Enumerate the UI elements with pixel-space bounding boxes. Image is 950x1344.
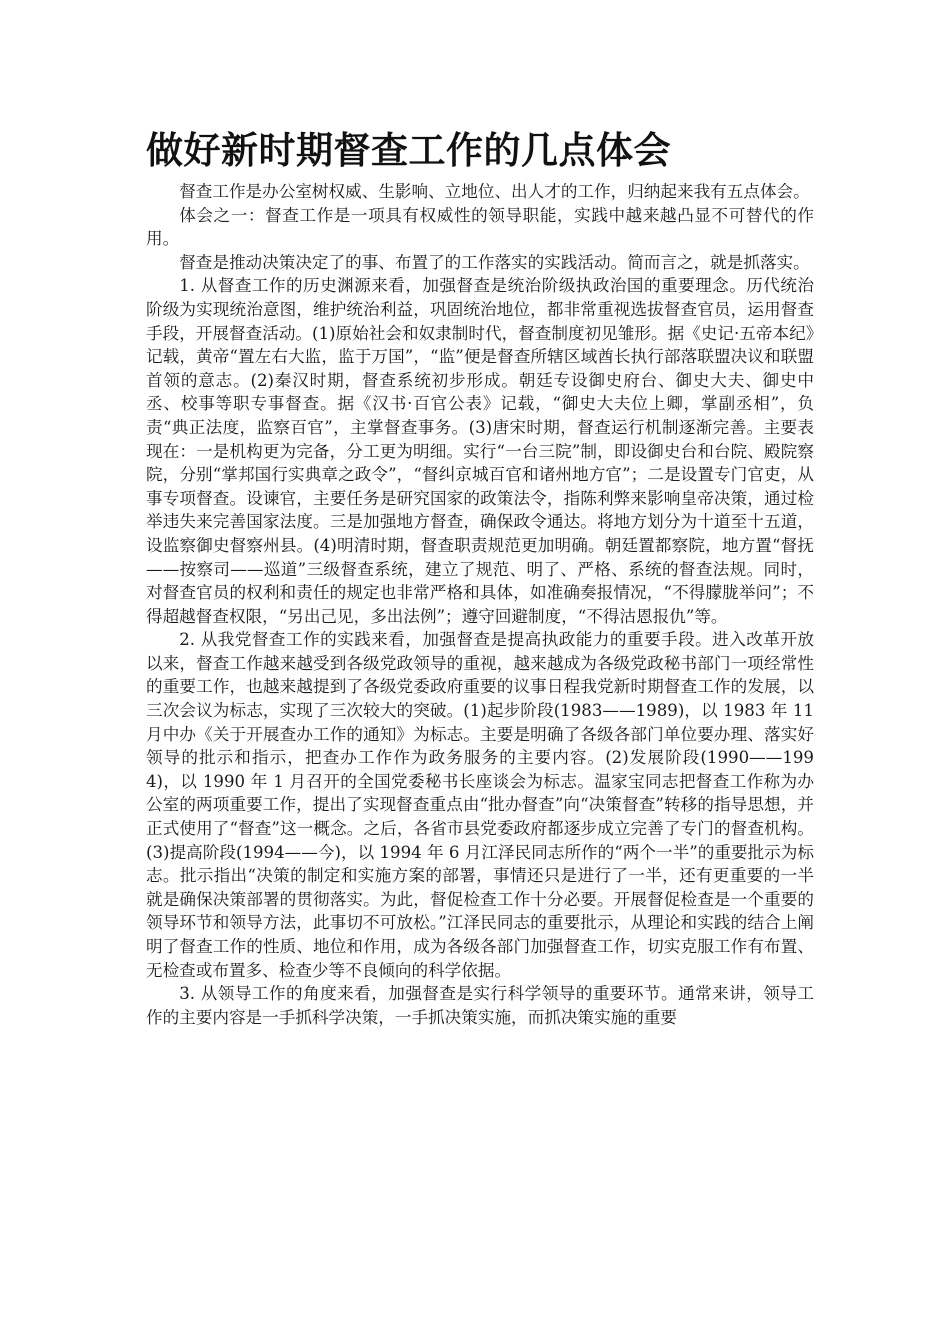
paragraph-point-1-history: 1. 从督查工作的历史渊源来看，加强督查是统治阶级执政治国的重要理念。历代统治阶级为实现统治意图，维护统治利益，巩固统治地位，都非常重视选拔督查官员，运用督查手段，开展督查活动。(1)原始社会和奴隶制时代，督查制度初见雏形。据《史记·五帝本纪》记载，黄帝“置左右大监，监于万国”，“监”便是督查所辖区域酋长执行部落联盟决议和联盟首领的意志。(2)秦汉时期，督查系统初步形成。朝廷专设御史府台、御史大夫、御史中丞、校事等职专事督查。据《汉书·百官公表》记载，“御史大夫位上卿，掌副丞相”，负责“典正法度，监察百官”，主掌督查事务。(3)唐宋时期，督查运行机制逐渐完善。主要表现在：一是机构更为完备，分工更为明细。实行“一台三院”制，即设御史台和台院、殿院察院，分别“掌邦国行实典章之政令”，“督纠京城百官和诸州地方官”；二是设置专门官吏，从事专项督查。设谏官，主要任务是研究国家的政策法令，指陈利弊来影响皇帝决策，通过检举违失来完善国家法度。三是加强地方督查，确保政令通达。将地方划分为十道至十五道，设监察御史督察州县。(4)明清时期，督查职责规范更加明确。朝廷置都察院，地方置“督抚——按察司——巡道”三级督查系统，建立了规范、明了、严格、系统的督查法规。同时，对督查官员的权利和责任的规定也非常严格和具体，如准确奏报情况，“不得朦胧举问”；不得超越督查权限，“另出己见，多出法例”；遵守回避制度，“不得沽恩报仇”等。 xyxy=(146,276,814,626)
document-page xyxy=(146,124,814,1029)
document-title: 做好新时期督查工作的几点体会 xyxy=(146,128,671,172)
paragraph-definition: 督查是推动决策决定了的事、布置了的工作落实的实践活动。简而言之，就是抓落实。 xyxy=(179,252,810,272)
paragraph-point-2-practice: 2. 从我党督查工作的实践来看，加强督查是提高执政能力的重要手段。进入改革开放以来，督查工作越来越受到各级党政领导的重视，越来越成为各级党政秘书部门一项经常性的重要工作，也越来越提到了各级党委政府重要的议事日程我党新时期督查工作的发展，以三次会议为标志，实现了三次较大的突破。(1)起步阶段(1983——1989)，以 1983 年 11 月中办《关于开展查办工作的通知》为标志。主要是明确了各级各部门单位要办理、落实好领导的批示和指示，把查办工作作为政务服务的主要内容。(2)发展阶段(1990——1994)，以 1990 年 1 月召开的全国党委秘书长座谈会为标志。温家宝同志把督查工作称为办公室的两项重要工作，提出了实现督查重点由“批办督查”向“决策督查”转移的指导思想，并正式使用了“督查”这一概念。之后，各省市县党委政府都逐步成立完善了专门的督查机构。(3)提高阶段(1994——今)，以 1994 年 6 月江泽民同志所作的“两个一半”的重要批示为标志。批示指出“决策的制定和实施方案的部署，事情还只是进行了一半，还有更重要的一半就是确保决策部署的贯彻落实。为此，督促检查工作十分必要。开展督促检查是一个重要的领导环节和领导方法，此事切不可放松。”江泽民同志的重要批示，从理论和实践的结合上阐明了督查工作的性质、地位和作用，成为各级各部门加强督查工作，切实克服工作有布置、无检查或布置多、检查少等不良倾向的科学依据。 xyxy=(146,630,814,980)
paragraph-insight-one: 体会之一：督查工作是一项具有权威性的领导职能，实践中越来越凸显不可替代的作用。 xyxy=(146,205,814,249)
paragraph-point-3-leadership: 3. 从领导工作的角度来看，加强督查是实行科学领导的重要环节。通常来讲，领导工作的主要内容是一手抓科学决策，一手抓决策实施，而抓决策实施的重要 xyxy=(146,984,814,1027)
paragraph-intro: 督查工作是办公室树权威、生影响、立地位、出人才的工作，归纳起来我有五点体会。 xyxy=(179,182,810,201)
